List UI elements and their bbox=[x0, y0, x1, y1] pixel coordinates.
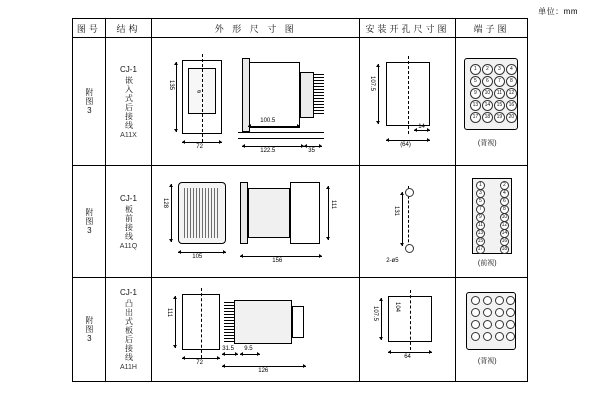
terminal-pin: 8 bbox=[506, 76, 517, 87]
terminal-pin bbox=[471, 320, 480, 329]
row2-hole-drawing bbox=[360, 166, 455, 277]
row1-hole-drawing bbox=[360, 38, 455, 165]
dim-315-arrow bbox=[222, 354, 238, 355]
terminal-pin: 11 bbox=[494, 88, 505, 99]
hole-mark-bottom bbox=[405, 244, 414, 253]
center-dash bbox=[202, 54, 203, 142]
panel-line-top bbox=[238, 132, 324, 133]
row3-code: A11H bbox=[119, 364, 137, 371]
row2-dim-drawing bbox=[152, 166, 359, 277]
dim-111-arrow bbox=[328, 186, 329, 240]
front-mark: ⌀ bbox=[197, 89, 201, 95]
dim-128-arrow bbox=[171, 184, 172, 242]
terminal-pin: 13 bbox=[470, 100, 481, 111]
terminal-comb bbox=[314, 74, 324, 116]
row2-model: CJ-1 bbox=[120, 193, 137, 203]
row2-dim-cell bbox=[152, 166, 360, 278]
side-body bbox=[234, 300, 292, 344]
dim-95-label: 9.5 bbox=[244, 346, 253, 352]
row3-hole-cell bbox=[360, 278, 456, 382]
hole-axis bbox=[410, 290, 411, 350]
terminal-pin: 5 bbox=[476, 197, 485, 206]
dim-35-label: 35 bbox=[308, 148, 315, 154]
terminal-pin: 3 bbox=[494, 64, 505, 75]
dim-1075-label: 107.5 bbox=[369, 76, 376, 92]
header-struct: 结构 bbox=[105, 19, 152, 38]
terminal-pin: 16 bbox=[501, 238, 508, 244]
row1-term-drawing bbox=[456, 38, 527, 165]
dim-1075-arrow bbox=[378, 64, 379, 124]
dim-72-label: 72 bbox=[196, 360, 203, 366]
view-caption: (背视) bbox=[477, 140, 497, 147]
row3-num-label: 附图3 bbox=[84, 315, 94, 344]
row2-term-cell bbox=[455, 166, 527, 278]
terminal-pin: 12 bbox=[506, 88, 517, 99]
terminal-comb bbox=[224, 302, 234, 342]
terminal-pin: 7 bbox=[494, 76, 505, 87]
row3-hole-drawing bbox=[360, 278, 455, 381]
terminal-pin: 18 bbox=[482, 112, 493, 123]
header-dim: 外 形 尺 寸 图 bbox=[152, 19, 360, 38]
dim-135-label: 135 bbox=[168, 80, 175, 91]
terminal-pin bbox=[471, 332, 480, 341]
dim-126-label: 126 bbox=[258, 368, 269, 374]
terminal-pin: 9 bbox=[470, 88, 481, 99]
center-dash bbox=[201, 288, 202, 358]
terminal-pin bbox=[495, 320, 504, 329]
row3-dim-cell bbox=[152, 278, 360, 382]
terminal-pin: 7 bbox=[476, 205, 485, 214]
dim-1075-arrow bbox=[381, 298, 382, 340]
dim-111-label: 111 bbox=[166, 308, 173, 318]
dim-111-arrow bbox=[175, 296, 176, 348]
dim-1075-label: 107.5 bbox=[372, 306, 379, 322]
table-header-row bbox=[73, 19, 528, 38]
terminal-pin bbox=[471, 296, 480, 305]
terminal-pin: 8 bbox=[500, 205, 509, 214]
row1-hole-cell bbox=[360, 38, 456, 166]
header-term: 端子图 bbox=[455, 19, 527, 38]
dim-135-arrow bbox=[176, 62, 177, 132]
row3-model: CJ-1 bbox=[120, 288, 137, 297]
side-rear bbox=[300, 72, 314, 118]
row1-term-cell bbox=[455, 38, 527, 166]
terminal-pin bbox=[483, 320, 492, 329]
side-flange bbox=[242, 58, 250, 132]
dim-14-arrow bbox=[414, 130, 430, 131]
row3-num-cell bbox=[73, 278, 106, 382]
dim-35-arrow bbox=[304, 146, 322, 147]
hole-center-dash bbox=[408, 56, 409, 134]
hole-mark-top bbox=[405, 188, 414, 197]
row1-num-cell bbox=[73, 38, 106, 166]
terminal-pin: 1 bbox=[470, 64, 481, 75]
terminal-pin: 11 bbox=[477, 222, 483, 228]
unit-note: 单位：mm bbox=[538, 7, 578, 16]
view-caption: (背视) bbox=[477, 358, 497, 365]
terminal-pin bbox=[495, 332, 504, 341]
terminal-pin: 10 bbox=[501, 214, 508, 220]
terminal-pin: 12 bbox=[501, 222, 508, 228]
dim-1005-arrow bbox=[248, 126, 300, 127]
terminal-pin: 17 bbox=[470, 112, 481, 123]
dim-105-arrow bbox=[178, 252, 226, 253]
terminal-pin bbox=[506, 296, 515, 305]
dim-64-arrow bbox=[386, 140, 430, 141]
row2-struct-desc: 板前接线 bbox=[124, 204, 134, 241]
dim-1225-label: 122.5 bbox=[260, 148, 276, 154]
row3-dim-drawing bbox=[152, 278, 359, 381]
terminal-pin: 3 bbox=[476, 189, 485, 198]
terminal-pin: 1 bbox=[476, 181, 485, 190]
terminal-pin bbox=[483, 296, 492, 305]
dim-126-arrow bbox=[222, 366, 306, 367]
dim-156-arrow bbox=[240, 256, 322, 257]
terminal-pin: 17 bbox=[477, 246, 484, 252]
header-hole: 安装开孔尺寸图 bbox=[360, 19, 456, 38]
dim-72-label: 72 bbox=[196, 144, 203, 150]
dim-72-arrow bbox=[182, 142, 222, 143]
terminal-pin bbox=[506, 308, 515, 317]
terminal-pin: 9 bbox=[476, 213, 485, 222]
dim-104-label: 104 bbox=[394, 302, 401, 313]
row3-struct-cell bbox=[105, 278, 152, 382]
terminal-pin: 18 bbox=[501, 246, 508, 252]
terminal-pin: 20 bbox=[506, 112, 517, 123]
table-row bbox=[73, 38, 528, 166]
terminal-pin bbox=[495, 308, 504, 317]
row2-code: A11Q bbox=[119, 242, 138, 250]
dim-111-label: 111 bbox=[330, 200, 337, 210]
terminal-pin bbox=[506, 320, 515, 329]
terminal-pin: 2 bbox=[482, 64, 493, 75]
dim-131-label: 131 bbox=[393, 206, 400, 217]
side-body bbox=[248, 188, 290, 238]
front-grille bbox=[184, 188, 220, 238]
terminal-pin: 4 bbox=[500, 189, 509, 198]
terminal-pin bbox=[471, 308, 480, 317]
panel-line-bottom bbox=[238, 138, 324, 139]
dim-315-label: 31.5 bbox=[222, 346, 234, 352]
terminal-pin: 15 bbox=[494, 100, 505, 111]
terminal-pin bbox=[483, 308, 492, 317]
dim-14-label: 14 bbox=[418, 124, 425, 130]
dim-131-arrow bbox=[402, 192, 403, 246]
dim-2d5-label: 2-ø5 bbox=[386, 258, 399, 264]
row1-struct-desc: 嵌入式后接线 bbox=[124, 75, 134, 130]
row1-dim-drawing bbox=[152, 38, 359, 165]
row2-term-drawing bbox=[456, 166, 527, 277]
terminal-pin: 13 bbox=[477, 230, 484, 236]
terminal-pin: 6 bbox=[500, 197, 509, 206]
row1-num-label: 附图3 bbox=[84, 87, 94, 116]
terminal-pin: 6 bbox=[482, 76, 493, 87]
dim-64-label: 64 bbox=[404, 354, 411, 360]
row1-dim-cell bbox=[152, 38, 360, 166]
row1-model: CJ-1 bbox=[120, 64, 137, 74]
row3-term-cell bbox=[455, 278, 527, 382]
terminal-pin: 4 bbox=[506, 64, 517, 75]
terminal-pin bbox=[495, 296, 504, 305]
row1-code: A11X bbox=[120, 131, 137, 139]
terminal-pin: 14 bbox=[482, 100, 493, 111]
dim-1225-arrow bbox=[242, 146, 304, 147]
table-row bbox=[73, 278, 528, 382]
dim-128-label: 128 bbox=[162, 198, 169, 209]
side-mount bbox=[240, 182, 248, 244]
terminal-pin bbox=[506, 332, 515, 341]
terminal-pin: 15 bbox=[477, 238, 484, 244]
terminal-pin: 19 bbox=[494, 112, 505, 123]
table-row bbox=[73, 166, 528, 278]
spec-table bbox=[72, 18, 528, 382]
header-num: 图号 bbox=[73, 19, 106, 38]
row2-struct-cell bbox=[105, 166, 152, 278]
terminal-pin: 16 bbox=[506, 100, 517, 111]
dim-95-arrow bbox=[240, 354, 260, 355]
row3-term-drawing bbox=[456, 278, 527, 381]
terminal-pin: 14 bbox=[501, 230, 508, 236]
side-cover bbox=[290, 182, 320, 244]
dim-72-arrow bbox=[182, 358, 220, 359]
view-caption: (前视) bbox=[477, 260, 497, 267]
dim-105-label: 105 bbox=[192, 254, 203, 260]
dim-64-arrow bbox=[388, 352, 432, 353]
terminal-pin bbox=[483, 332, 492, 341]
dim-1005-label: 100.5 bbox=[260, 118, 276, 124]
row2-num-cell bbox=[73, 166, 106, 278]
terminal-pin: 2 bbox=[500, 181, 509, 190]
row1-struct-cell bbox=[105, 38, 152, 166]
dim-156-label: 156 bbox=[272, 258, 283, 264]
dim-64-label: (64) bbox=[400, 142, 411, 148]
terminal-pin: 10 bbox=[482, 88, 493, 99]
row2-num-label: 附图3 bbox=[84, 207, 94, 236]
row2-hole-cell bbox=[360, 166, 456, 278]
row3-struct-desc: 凸出式板后接线 bbox=[124, 299, 134, 362]
terminal-pin: 5 bbox=[470, 76, 481, 87]
side-rear bbox=[292, 306, 304, 338]
